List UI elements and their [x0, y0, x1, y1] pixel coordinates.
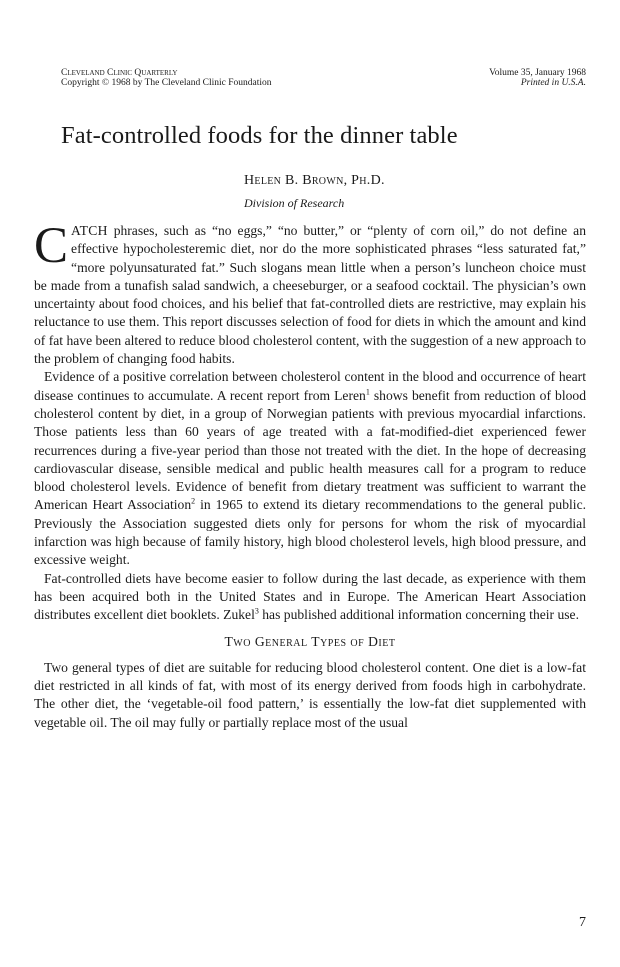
volume-line: Volume 35, January 1968 [489, 68, 586, 78]
journal-name: Cleveland Clinic Quarterly [61, 68, 178, 78]
author-name: Helen B. Brown, Ph.D. [244, 173, 385, 188]
lead-word: ATCH [71, 223, 108, 238]
reference-3: 3 [254, 606, 259, 616]
paragraph-4: Two general types of diet are suitable for reducing blood cholesterol content. One diet is a low-fat diet restricted in all kinds of fat, with most of its energy derived from foods high in carbohydrate. The other diet, the ‘vegetable-oil food pattern,’ is essentially the low-fat diet supplemented with vegetable oil. The oil may fully or partially replace most of the usual [34, 659, 586, 730]
article-body [34, 218, 587, 732]
reference-2: 2 [191, 496, 196, 506]
author-affiliation: Division of Research [244, 196, 345, 210]
paragraph-1: CATCH phrases, such as “no eggs,” “no butter,” or “plenty of corn oil,” do not define an effective hypocholesteremic diet, nor do the more sophisticated phrases “less saturated fat,” “more polyunsaturated fat.” Such slogans mean little when a person’s luncheon choice must be made from a tunafish salad sandwich, a cheeseburger, or a seafood cocktail. The physician’s own uncertainty about food choices, and his belief that fat-controlled diets are restrictive, may explain his reluctance to use them. This report discusses selection of food for diets in which the amount and kind of fat have been altered to reduce blood cholesterol content, with the suggestion of a new approach to the problem of changing food habits. [34, 218, 586, 367]
drop-cap: C [34, 218, 69, 274]
journal-info [61, 68, 271, 88]
article-title: Fat-controlled foods for the dinner table [61, 122, 458, 149]
page-number: 7 [579, 915, 586, 930]
printed-line: Printed in U.S.A. [520, 78, 586, 88]
section-heading: Two General Types of Diet [224, 633, 396, 649]
reference-1: 1 [365, 387, 370, 397]
paragraph-2: Evidence of a positive correlation between cholesterol content in the blood and occurrence of heart disease continues to accumulate. A recent report from Leren$^1$ shows benefit from reduction of blood cholesterol content by diet, in a group of Norwegian patients with previous myocardial infarctions. Those patients less than 60 years of age treated with a fat-modified-diet experienced fewer recurrences during a five-year period than those not treated with the diet. In the hope of decreasing cardiovascular disease, sensible medical and public health measures call for a program to reduce blood cholesterol levels. Evidence of benefit from dietary treatment was sufficient to warrant the American Heart Association$^2$ in 1965 to extend its dietary recommendations to the general public. Previously the Association suggested diets only for persons for whom the risk of myocardial infarction was high because of family history, high blood cholesterol levels, high blood pressure, and excessive weight. [34, 369, 587, 568]
issue-info [489, 68, 586, 88]
copyright-line: Copyright © 1968 by The Cleveland Clinic Foundation [61, 78, 272, 88]
paragraph-3: Fat-controlled diets have become easier to follow during the last decade, as experience with them has been acquired both in the United States and in Europe. The American Heart Association distributes excellent diet booklets. Zukel$^3$ has published additional information concerning their use. [34, 570, 586, 623]
